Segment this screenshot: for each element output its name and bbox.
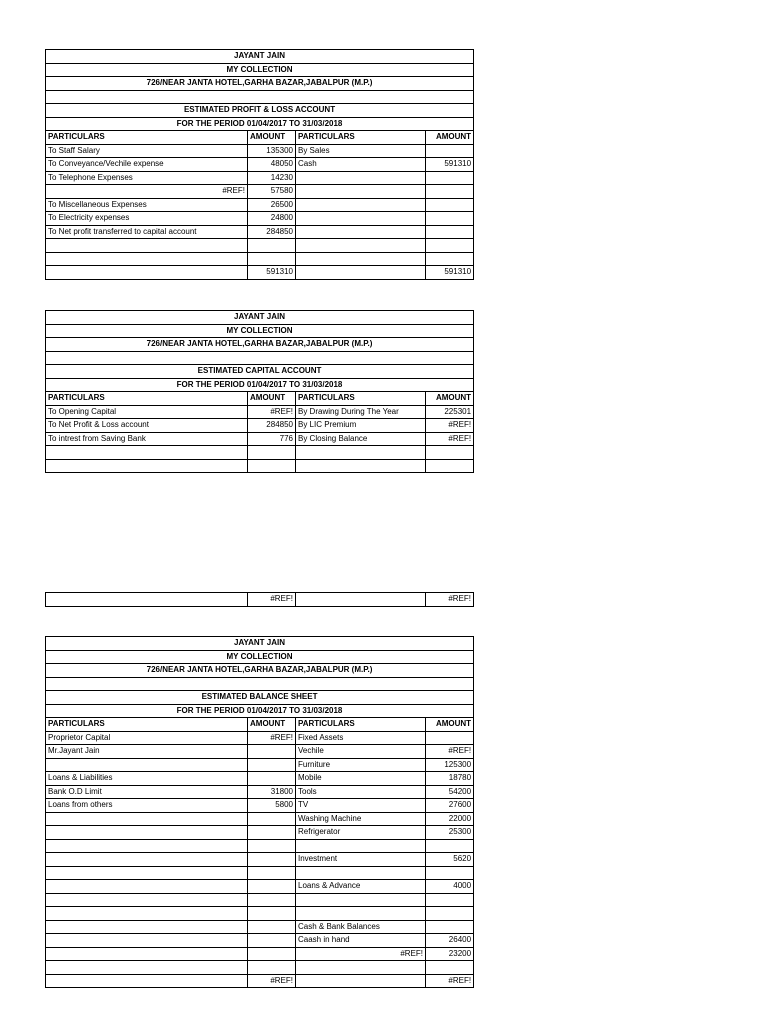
table-row xyxy=(46,866,474,880)
table-cell: 5800 xyxy=(248,799,296,813)
table-cell xyxy=(296,907,426,921)
table-cell xyxy=(426,839,474,853)
table-cell xyxy=(426,171,474,185)
table-row xyxy=(46,961,474,975)
table-cell xyxy=(426,731,474,745)
table-row xyxy=(46,405,474,419)
table-cell xyxy=(296,459,426,473)
table-cell xyxy=(296,171,426,185)
table-cell: 776 xyxy=(248,432,296,446)
table-cell: To intrest from Saving Bank xyxy=(46,432,248,446)
table-cell: Fixed Assets xyxy=(296,731,426,745)
table-row xyxy=(46,772,474,786)
table-cell xyxy=(248,826,296,840)
table-cell xyxy=(426,239,474,253)
table-row xyxy=(46,745,474,759)
table-cell xyxy=(248,961,296,975)
table-cell: 284850 xyxy=(248,225,296,239)
table-row xyxy=(46,947,474,961)
total-left: 591310 xyxy=(248,266,296,280)
table-cell: Proprietor Capital xyxy=(46,731,248,745)
column-header: PARTICULARS xyxy=(46,392,248,406)
table-cell xyxy=(296,198,426,212)
business-name: JAYANT JAIN xyxy=(46,637,474,651)
table-cell xyxy=(46,459,248,473)
table-cell xyxy=(248,907,296,921)
table-cell xyxy=(296,239,426,253)
table-cell: 225301 xyxy=(426,405,474,419)
table-cell xyxy=(248,866,296,880)
table-cell xyxy=(46,907,248,921)
total-left: #REF! xyxy=(248,974,296,988)
table-cell: 25300 xyxy=(426,826,474,840)
table-cell: TV xyxy=(296,799,426,813)
table-cell: 23200 xyxy=(426,947,474,961)
table-cell xyxy=(426,252,474,266)
table-cell: Tools xyxy=(296,785,426,799)
table-row xyxy=(46,144,474,158)
shop-name: MY COLLECTION xyxy=(46,63,474,77)
address: 726/NEAR JANTA HOTEL,GARHA BAZAR,JABALPUR (M.P.) xyxy=(46,664,474,678)
table-row xyxy=(46,826,474,840)
statement-title: ESTIMATED BALANCE SHEET xyxy=(46,691,474,705)
table-cell: To Electricity expenses xyxy=(46,212,248,226)
table-row xyxy=(46,212,474,226)
table-cell: Loans from others xyxy=(46,799,248,813)
table-cell: 284850 xyxy=(248,419,296,433)
table-cell: Mr.Jayant Jain xyxy=(46,745,248,759)
column-header: PARTICULARS xyxy=(46,718,248,732)
table-cell: #REF! xyxy=(426,419,474,433)
column-header: AMOUNT xyxy=(248,392,296,406)
table-row xyxy=(46,853,474,867)
table-cell: To Miscellaneous Expenses xyxy=(46,198,248,212)
table-cell xyxy=(46,839,248,853)
table-cell xyxy=(426,920,474,934)
table-row xyxy=(46,185,474,199)
table-cell xyxy=(248,934,296,948)
statement-title: ESTIMATED PROFIT & LOSS ACCOUNT xyxy=(46,104,474,118)
table-row xyxy=(46,459,474,473)
table-cell: #REF! xyxy=(248,405,296,419)
table-cell xyxy=(46,880,248,894)
table-cell xyxy=(46,853,248,867)
table-row xyxy=(46,225,474,239)
table-row xyxy=(46,907,474,921)
table-cell: Vechile xyxy=(296,745,426,759)
table-cell: 24800 xyxy=(248,212,296,226)
table-cell: 26500 xyxy=(248,198,296,212)
table-row xyxy=(46,419,474,433)
table-cell: To Net Profit & Loss account xyxy=(46,419,248,433)
table-cell xyxy=(46,893,248,907)
table-cell: #REF! xyxy=(46,185,248,199)
table-cell: 4000 xyxy=(426,880,474,894)
table-cell xyxy=(426,212,474,226)
table-cell xyxy=(296,893,426,907)
table-cell: Washing Machine xyxy=(296,812,426,826)
table-cell: 27600 xyxy=(426,799,474,813)
table-cell xyxy=(248,947,296,961)
table-row xyxy=(46,731,474,745)
column-header: PARTICULARS xyxy=(46,131,248,145)
table-cell: To Opening Capital xyxy=(46,405,248,419)
table-row xyxy=(46,812,474,826)
table-cell: Bank O.D Limit xyxy=(46,785,248,799)
table-cell xyxy=(248,239,296,253)
table-cell xyxy=(248,758,296,772)
pl-account-table xyxy=(45,49,474,280)
column-header: AMOUNT xyxy=(426,392,474,406)
table-cell: #REF! xyxy=(426,745,474,759)
table-cell xyxy=(426,866,474,880)
table-row xyxy=(46,446,474,460)
table-cell xyxy=(426,459,474,473)
business-name: JAYANT JAIN xyxy=(46,50,474,64)
table-cell xyxy=(296,961,426,975)
table-row xyxy=(46,785,474,799)
column-header: AMOUNT xyxy=(426,131,474,145)
table-cell: To Telephone Expenses xyxy=(46,171,248,185)
total-right: #REF! xyxy=(426,974,474,988)
table-row xyxy=(46,893,474,907)
statement-title: ESTIMATED CAPITAL ACCOUNT xyxy=(46,365,474,379)
table-cell xyxy=(248,252,296,266)
table-cell: Furniture xyxy=(296,758,426,772)
address: 726/NEAR JANTA HOTEL,GARHA BAZAR,JABALPUR (M.P.) xyxy=(46,77,474,91)
shop-name: MY COLLECTION xyxy=(46,650,474,664)
period: FOR THE PERIOD 01/04/2017 TO 31/03/2018 xyxy=(46,704,474,718)
column-header: PARTICULARS xyxy=(296,718,426,732)
table-cell: 14230 xyxy=(248,171,296,185)
table-cell: By Closing Balance xyxy=(296,432,426,446)
table-cell: 591310 xyxy=(426,158,474,172)
table-cell xyxy=(426,144,474,158)
table-cell xyxy=(46,947,248,961)
table-row xyxy=(46,239,474,253)
table-cell xyxy=(46,812,248,826)
table-cell: To Staff Salary xyxy=(46,144,248,158)
table-cell xyxy=(248,839,296,853)
column-header: PARTICULARS xyxy=(296,131,426,145)
table-cell xyxy=(46,446,248,460)
table-cell: By Drawing During The Year xyxy=(296,405,426,419)
total-right: #REF! xyxy=(426,593,474,607)
table-cell xyxy=(248,893,296,907)
table-cell: 5620 xyxy=(426,853,474,867)
table-cell xyxy=(248,772,296,786)
table-cell xyxy=(248,459,296,473)
table-cell: Cash & Bank Balances xyxy=(296,920,426,934)
total-row xyxy=(46,266,474,280)
capital-total-table xyxy=(45,592,474,607)
table-cell: To Net profit transferred to capital account xyxy=(46,225,248,239)
table-cell xyxy=(46,758,248,772)
table-cell: Investment xyxy=(296,853,426,867)
table-cell xyxy=(426,198,474,212)
table-cell: Caash in hand xyxy=(296,934,426,948)
table-row xyxy=(46,799,474,813)
table-cell: #REF! xyxy=(426,432,474,446)
table-cell xyxy=(46,826,248,840)
shop-name: MY COLLECTION xyxy=(46,324,474,338)
table-cell xyxy=(296,185,426,199)
total-left: #REF! xyxy=(248,593,296,607)
table-cell: #REF! xyxy=(248,731,296,745)
table-cell xyxy=(46,934,248,948)
table-cell: To Conveyance/Vechile expense xyxy=(46,158,248,172)
table-cell: Mobile xyxy=(296,772,426,786)
table-cell xyxy=(248,446,296,460)
total-row xyxy=(46,593,474,607)
table-cell: By LIC Premium xyxy=(296,419,426,433)
table-row xyxy=(46,158,474,172)
balance-sheet-table xyxy=(45,636,474,988)
table-row xyxy=(46,432,474,446)
table-cell: Loans & Advance xyxy=(296,880,426,894)
table-row xyxy=(46,198,474,212)
column-header: PARTICULARS xyxy=(296,392,426,406)
table-cell xyxy=(426,893,474,907)
address: 726/NEAR JANTA HOTEL,GARHA BAZAR,JABALPUR (M.P.) xyxy=(46,338,474,352)
table-cell: Cash xyxy=(296,158,426,172)
column-header: AMOUNT xyxy=(248,131,296,145)
column-header: AMOUNT xyxy=(426,718,474,732)
table-cell xyxy=(248,745,296,759)
table-cell xyxy=(426,961,474,975)
table-cell xyxy=(296,212,426,226)
table-cell: By Sales xyxy=(296,144,426,158)
table-cell xyxy=(46,239,248,253)
table-cell xyxy=(296,839,426,853)
capital-account-table xyxy=(45,310,474,473)
table-cell: #REF! xyxy=(296,947,426,961)
table-cell xyxy=(296,866,426,880)
table-row xyxy=(46,920,474,934)
table-row xyxy=(46,934,474,948)
table-row xyxy=(46,758,474,772)
table-cell: 135300 xyxy=(248,144,296,158)
table-cell xyxy=(248,812,296,826)
table-cell: 26400 xyxy=(426,934,474,948)
table-cell xyxy=(46,961,248,975)
period: FOR THE PERIOD 01/04/2017 TO 31/03/2018 xyxy=(46,378,474,392)
table-row xyxy=(46,252,474,266)
column-header: AMOUNT xyxy=(248,718,296,732)
table-row xyxy=(46,839,474,853)
table-cell xyxy=(296,225,426,239)
table-cell xyxy=(426,446,474,460)
total-right: 591310 xyxy=(426,266,474,280)
table-cell xyxy=(46,920,248,934)
total-row xyxy=(46,974,474,988)
table-cell xyxy=(296,446,426,460)
table-cell: 125300 xyxy=(426,758,474,772)
table-cell: Loans & Liabilities xyxy=(46,772,248,786)
table-cell xyxy=(248,853,296,867)
table-cell xyxy=(426,185,474,199)
table-cell xyxy=(426,907,474,921)
table-cell xyxy=(248,880,296,894)
table-cell: 54200 xyxy=(426,785,474,799)
table-cell: 22000 xyxy=(426,812,474,826)
table-cell: Refrigerator xyxy=(296,826,426,840)
business-name: JAYANT JAIN xyxy=(46,311,474,325)
table-cell xyxy=(296,252,426,266)
table-cell: 31800 xyxy=(248,785,296,799)
table-cell: 57580 xyxy=(248,185,296,199)
table-cell xyxy=(46,866,248,880)
table-row xyxy=(46,171,474,185)
table-cell xyxy=(46,252,248,266)
table-cell: 18780 xyxy=(426,772,474,786)
period: FOR THE PERIOD 01/04/2017 TO 31/03/2018 xyxy=(46,117,474,131)
table-row xyxy=(46,880,474,894)
table-cell: 48050 xyxy=(248,158,296,172)
table-cell xyxy=(248,920,296,934)
table-cell xyxy=(426,225,474,239)
